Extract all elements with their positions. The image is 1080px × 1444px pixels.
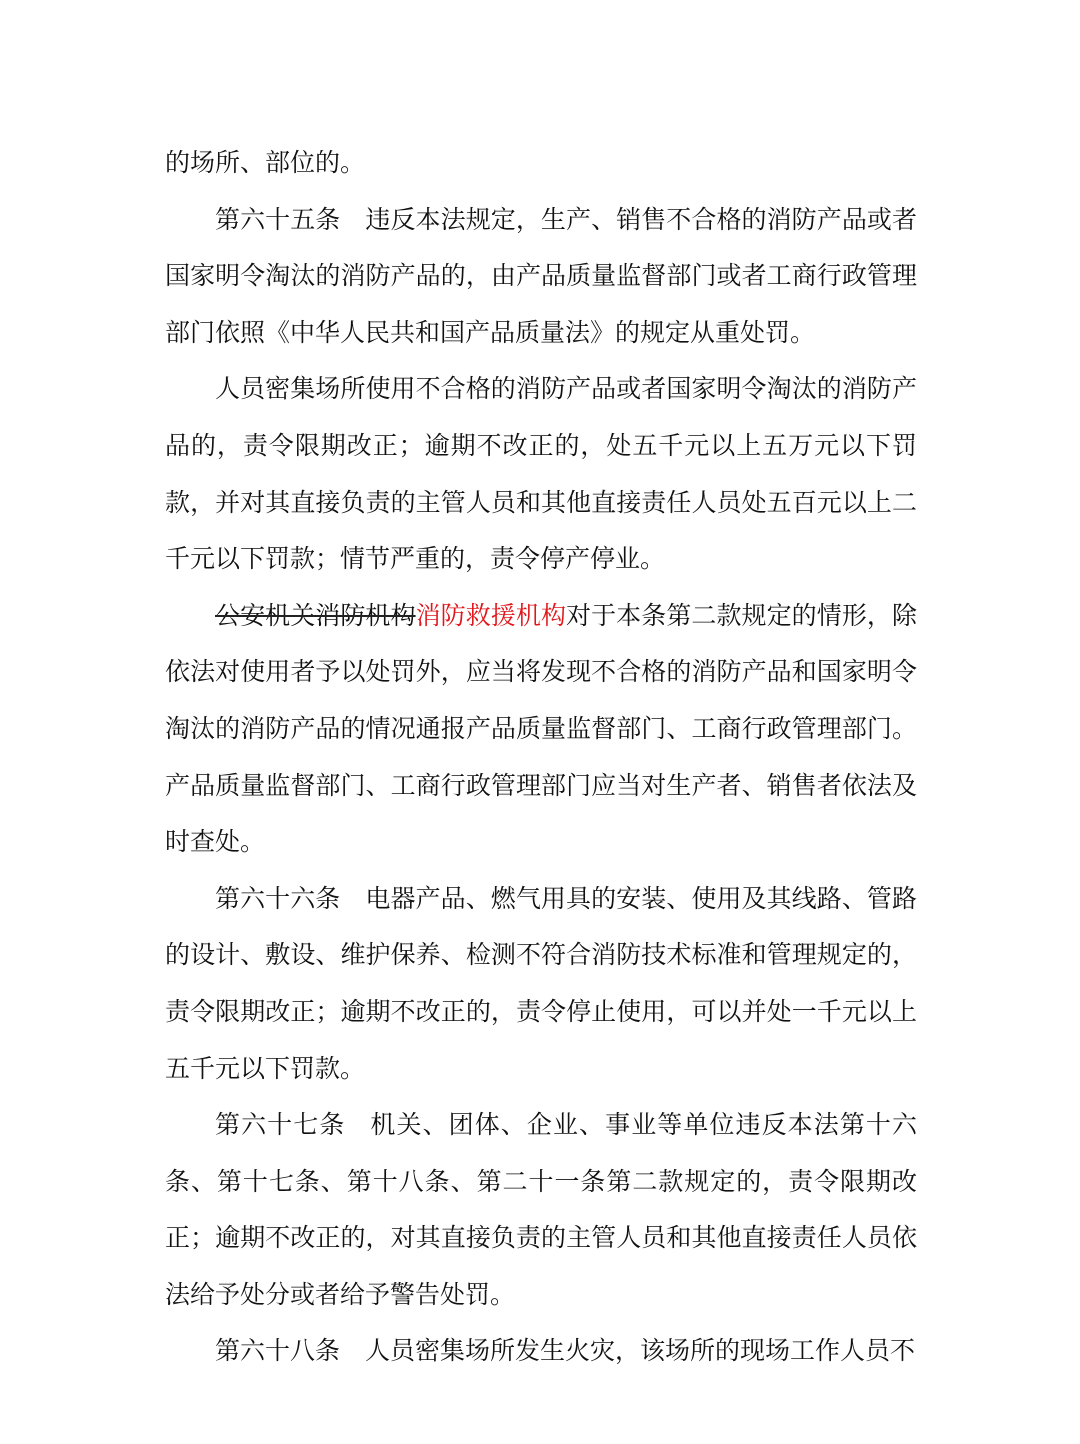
inserted-text: 消防救援机构 (415, 600, 567, 630)
document-page (165, 135, 917, 1380)
article-67 (165, 1097, 917, 1323)
article-65-paragraph-3 (165, 588, 917, 871)
article-number: 第六十六条 (215, 883, 341, 913)
deleted-text: 公安机关消防机构 (215, 600, 416, 630)
article-65-paragraph-2 (165, 361, 917, 587)
paragraph-continuation (165, 135, 917, 192)
article-text: 人员密集场所发生火灾，该场所的现场工作人员不 (365, 1336, 916, 1366)
paragraph-text: 人员密集场所使用不合格的消防产品或者国家明令淘汰的消防产品的，责令限期改正；逾期不改正的，处五千元以上五万元以下罚款，并对其直接负责的主管人员和其他直接责任人员处五百元以上二千元以下罚款；情节严重的，责令停产停业。 (165, 374, 917, 574)
paragraph-text: 对于本条第二款规定的情形，除依法对使用者予以处罚外，应当将发现不合格的消防产品和国家明令淘汰的消防产品的情况通报产品质量监督部门、工商行政管理部门。产品质量监督部门、工商行政管理部门应当对生产者、销售者依法及时查处。 (165, 600, 917, 857)
article-number: 第六十七条 (215, 1110, 346, 1140)
paragraph-text: 的场所、部位的。 (165, 148, 366, 177)
article-text: 违反本法规定，生产、销售不合格的消防产品或者国家明令淘汰的消防产品的，由产品质量监督部门或者工商行政管理部门依照《中华人民共和国产品质量法》的规定从重处罚。 (165, 204, 917, 347)
article-68 (165, 1323, 917, 1380)
article-number: 第六十八条 (215, 1336, 341, 1366)
article-65 (165, 192, 917, 362)
article-number: 第六十五条 (215, 204, 341, 234)
article-66 (165, 871, 917, 1097)
article-text: 电器产品、燃气用具的安装、使用及其线路、管路的设计、敷设、维护保养、检测不符合消防技术标准和管理规定的，责令限期改正；逾期不改正的，责令停止使用，可以并处一千元以上五千元以下罚款。 (165, 883, 917, 1083)
article-text: 机关、团体、企业、事业等单位违反本法第十六条、第十七条、第十八条、第二十一条第二款规定的，责令限期改正；逾期不改正的，对其直接负责的主管人员和其他直接责任人员依法给予处分或者给予警告处罚。 (165, 1110, 917, 1309)
